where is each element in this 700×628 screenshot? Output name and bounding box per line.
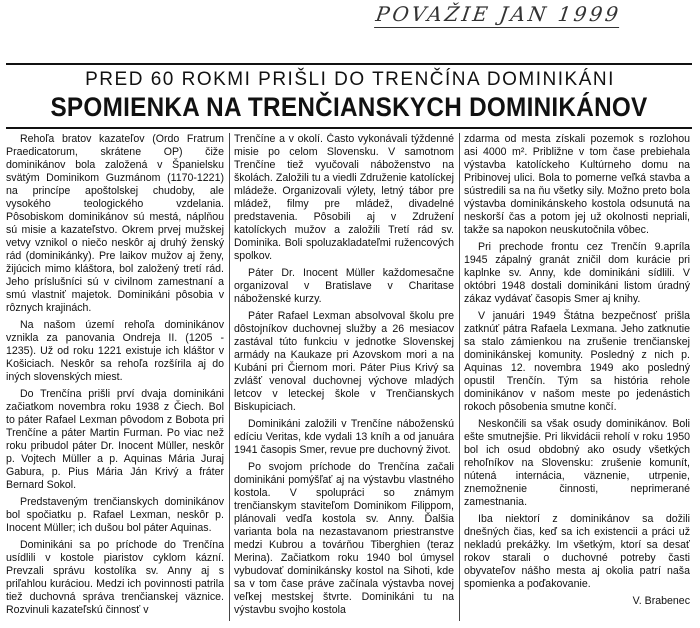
paragraph: Rehoľa bratov kazateľov (Ordo Fratrum Praedicatorum, skrátene OP) čiže dominikánov bola založená v Španielsku svätým Dominikom Guzmánom (1170-1221) na princípe apoštolskej chudoby, ale vysokého teologického vzdelania. Pôsobiskom dominikánov sú mestá, náplňou sú misie a kazateľstvo. Okrem prvej mužskej vetvy vznikol o niečo neskôr aj druhý ženský rád (dominikánky). Pre laikov mužov aj ženy, žijúcich mimo kláštora, bol založený tretí rád. Jeho príslušníci sú v civilnom zamestnaní a smú vlastniť majetok. Dominikáni pôsobia v rôznych krajinách. xyxy=(6,133,224,314)
paragraph: Na našom území rehoľa dominikánov vznikla za panovania Ondreja II. (1205 - 1235). Už od roku 1221 existuje ich kláštor v Košiciach. Neskôr sa rehoľa rozšírila aj do iných slovenských miest. xyxy=(6,319,224,383)
paragraph: Dominikáni založili v Trenčíne náboženskú edíciu Veritas, kde vydali 13 kníh a od januára 1941 časopis Smer, revue pre duchovný život. xyxy=(234,418,454,456)
article-body xyxy=(6,133,692,623)
article-column-3 xyxy=(464,133,690,623)
paragraph: Pri prechode frontu cez Trenčín 9.apríla 1945 zápalný granát zničil dom kurácie pri kaplnke sv. Anny, kde dominikáni sídlili. V októbri 1948 dostali dominikáni listom úradný zákaz vydávať časopis Smer aj knihy. xyxy=(464,241,690,305)
kicker-headline: PRED 60 ROKMI PRIŠLI DO TRENČÍNA DOMINIKÁNI xyxy=(85,69,615,90)
paragraph: Po svojom príchode do Trenčína začali dominikáni pomýšľať aj na výstavbu vlastného kostola. V spolupráci so známym trenčianskym staviteľom Dominikom Filippom, plánovali vedľa kostola sv. Anny. Ďalšia varianta bola na nezastavanom priestranstve medzi Kubrou a továrňou Tiberghien (teraz Merina). Začiatkom roku 1940 bol úmysel vybudovať dominikánsky kostol na Sihoti, kde sa v tom čase práve začínala výstavba novej veľkej mestskej štvrte. Dominikáni tu na výstavbu svojho kostola xyxy=(234,461,454,616)
paragraph: Dominikáni sa po príchode do Trenčína usídlili v kostole piaristov cyklom kázní. Prevzali správu kostolíka sv. Anny aj s priľahlou kuráciou. Medzi ich povinnosti patrila tiež duchovná správa trenčianskej väznice. Rozvinuli kazateľskú činnosť v xyxy=(6,539,224,616)
paragraph: Do Trenčína prišli prví dvaja dominikáni začiatkom novembra roku 1938 z Čiech. Bol to páter Rafael Lexman pôvodom z Bobota pri Trenčíne a páter Martin Furman. Po viac než roku pribudol páter Dr. Inocent Müller, neskôr p. Vojtech Müller a p. Aquinas Mária Juraj Gabura, p. Pius Mária Ján Krivý a fráter Bernard Sokol. xyxy=(6,388,224,491)
paragraph: zdarma od mesta získali pozemok s rozlohou asi 4000 m². Približne v tom čase prebiehala výstavba katolíckeho Kultúrneho domu na Pribinovej ulici. Bola to pomerne veľká stavba a sústredili sa na ňu všetky sily. Možno preto bola výstavba dominikánskeho kostola odsunutá na neskorší čas a potom jej už okolnosti nepriali, takže sa napokon neuskutočnila vôbec. xyxy=(464,133,690,236)
author-signature: V. Brabenec xyxy=(632,595,690,607)
top-rule xyxy=(6,63,692,65)
article-column-1 xyxy=(6,133,224,623)
paragraph: Iba niektorí z dominikánov sa dožili dnešných čias, keď sa ich existencii a práci už nekladú prekážky. Im všetkým, ktorí sa desať rokov starali o duchovné potreby časti obyvateľov nášho mesta aj okolia patrí naša spomienka a poďakovanie. xyxy=(464,513,690,590)
paragraph: Páter Rafael Lexman absolvoval školu pre dôstojníkov duchovnej služby a 26 mesiacov zastával túto funkciu v jednotke Slovenskej armády na Kaukaze pri Azovskom mori a na Kubáni pri Čiernom mori. Páter Pius Krivý sa zvlášť venoval duchovnej výchove mladých letcov v leteckej škole v Trenčianskych Biskupiciach. xyxy=(234,310,454,413)
paragraph: Neskončili sa však osudy dominikánov. Boli ešte smutnejšie. Pri likvidácii reholí v roku 1950 bol ich osud obdobný ako osudy všetkých rehoľníkov na Slovensku: zrušenie komunít, nútená internácia, väznenie, utrpenie, znemožnenie činnosti, neprimerané zamestnania. xyxy=(464,418,690,508)
headline-rule xyxy=(6,127,692,129)
main-headline: SPOMIENKA NA TRENČIANSKYCH DOMINIKÁNOV xyxy=(50,92,648,122)
paragraph: Predstaveným trenčianskych dominikánov bol spočiatku p. Rafael Lexman, neskôr p. Inocent Müller; ich dušou bol páter Aquinas. xyxy=(6,496,224,534)
paragraph: Trenčíne a v okolí. Často vykonávali týždenné misie po celom Slovensku. V samotnom Trenčíne tiež vyučovali náboženstvo na školách. Založili tu a viedli Združenie katolíckej mládeže. Organizovali výlety, letný tábor pre mládež, filmy pre mládež, divadelné predstavenia. Pôsobili aj v Združení katolíckych mužov a založili Tretí rád sv. Dominika. Boli spoluzakladateľmi ružencových spolkov. xyxy=(234,133,454,262)
handwritten-date-note: POVAŽIE JAN 1999 xyxy=(374,2,623,26)
article-column-2 xyxy=(234,133,454,623)
paragraph: Páter Dr. Inocent Müller každomesačne organizoval v Bratislave v Charitase náboženské kurzy. xyxy=(234,267,454,305)
paragraph: V januári 1949 Štátna bezpečnosť prišla zatknúť pátra Rafaela Lexmana. Jeho zatknutie sa stalo zámienkou na zrušenie trenčianskej dominikánskej komunity. Posledný z nich p. Aquinas 12. novembra 1949 ako posledný opustil Trenčín. Tým sa história rehole dominikánov v našom meste po jedenástich rokoch pôsobenia smutne končí. xyxy=(464,310,690,413)
